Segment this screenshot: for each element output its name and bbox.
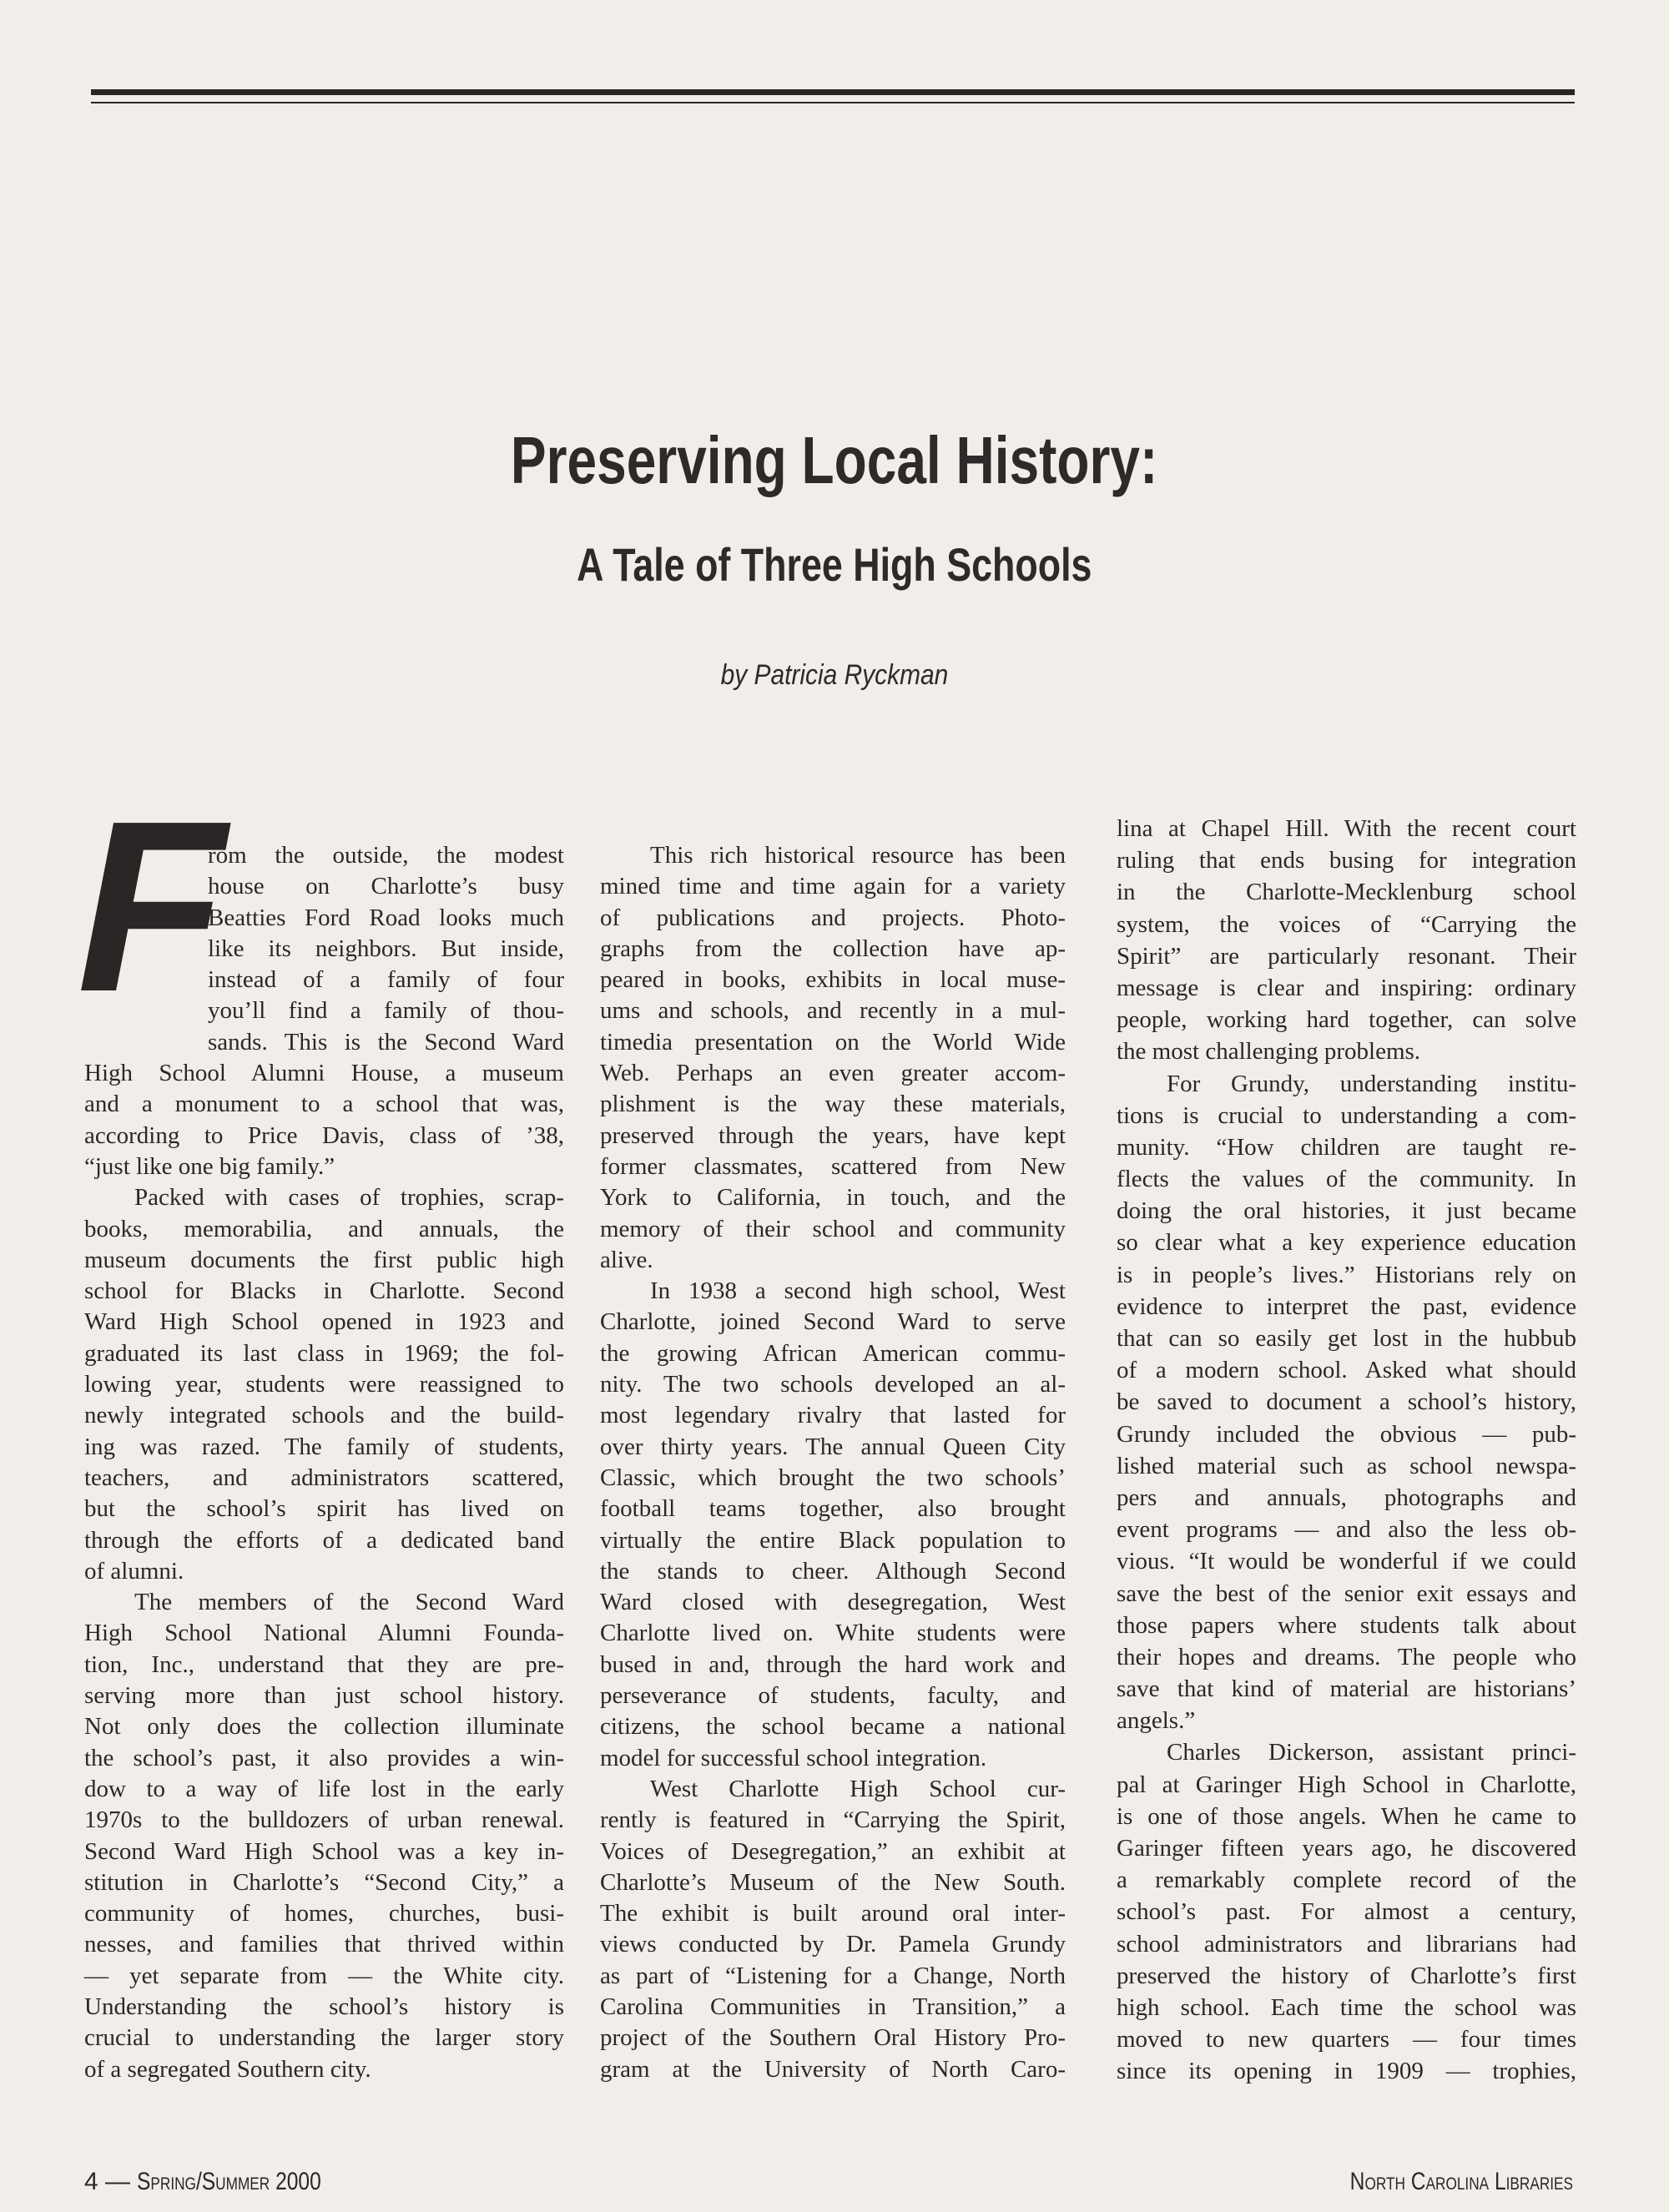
text-line: Understanding the school’s history is [84,1993,564,2020]
text-line: preserved the history of Charlotte’s first [1117,1962,1576,1989]
text-line: former classmates, scattered from New [600,1152,1066,1180]
text-line: Classic, which brought the two schools’ [600,1464,1066,1491]
text-line: football teams together, also brought [600,1495,1066,1523]
text-line: In 1938 a second high school, West [650,1277,1066,1305]
text-line: Spirit” are particularly resonant. Their [1117,942,1576,970]
publication-name: North Carolina Libraries [1349,2168,1573,2195]
text-line: most legendary rivalry that lasted for [600,1402,1066,1429]
text-line: tions is crucial to understanding a com- [1117,1101,1576,1129]
text-line: sands. This is the Second Ward [208,1028,564,1056]
text-line: of publications and projects. Photo- [600,904,1066,931]
article-subtitle-text: A Tale of Three High Schools [577,538,1092,591]
text-line: high school. Each time the school was [1117,1993,1576,2021]
text-line: people, working hard together, can solve [1117,1006,1576,1034]
header-rule-thick [91,89,1575,95]
text-line: model for successful school integration. [600,1744,987,1771]
text-line: message is clear and inspiring: ordinary [1117,974,1576,1001]
text-line: you’ll find a family of thou- [208,997,564,1025]
text-line: Voices of Desegregation,” an exhibit at [600,1837,1066,1865]
text-line: school administrators and librarians had [1117,1930,1576,1958]
text-line: Not only does the collection illuminate [84,1713,564,1741]
text-line: Garinger fifteen years ago, he discovered [1117,1835,1576,1862]
text-line: evidence to interpret the past, evidence [1117,1292,1576,1320]
text-line: school’s past. For almost a century, [1117,1898,1576,1926]
text-line: that can so easily get lost in the hubbub [1117,1325,1576,1352]
text-line: in the Charlotte-Mecklenburg school [1117,879,1576,906]
text-line: project of the Southern Oral History Pro- [600,2024,1066,2052]
text-line: timedia presentation on the World Wide [600,1028,1066,1056]
text-line: like its neighbors. But inside, [208,935,564,962]
text-line: doing the oral histories, it just became [1117,1197,1576,1225]
text-line: dow to a way of life lost in the early [84,1775,564,1802]
article-column-2 [600,840,1066,2085]
text-line: lina at Chapel Hill. With the recent court [1117,815,1576,842]
text-line: ruling that ends busing for integration [1117,847,1576,874]
footer-left [84,2168,362,2196]
text-line: system, the voices of “Carrying the [1117,910,1576,938]
text-line: the most challenging problems. [1117,1038,1421,1066]
text-line: ums and schools, and recently in a mul- [600,997,1066,1025]
drop-cap: F [77,770,226,1042]
text-line: newly integrated schools and the build- [84,1402,564,1429]
text-line: is one of those angels. When he came to [1117,1802,1576,1830]
text-line: serving more than just school history. [84,1682,564,1710]
text-line: vious. “It would be wonderful if we could [1117,1548,1576,1575]
text-line: stitution in Charlotte’s “Second City,” a [84,1868,564,1896]
text-line: ing was razed. The family of students, [84,1433,564,1460]
text-line: views conducted by Dr. Pamela Grundy [600,1931,1066,1958]
text-line: as part of “Listening for a Change, North [600,1962,1066,1989]
text-line: Charlotte lived on. White students were [600,1620,1066,1647]
text-line: graphs from the collection have ap- [600,935,1066,962]
text-line: of a segregated Southern city. [84,2055,371,2083]
text-line: museum documents the first public high [84,1246,564,1273]
footer-right [1301,2168,1573,2196]
text-line: Web. Perhaps an even greater accom- [600,1060,1066,1087]
footer-separator: — [105,2168,131,2195]
text-line: “just like one big family.” [84,1152,335,1180]
text-line: lished material such as school newspa- [1117,1452,1576,1479]
text-line: Charles Dickerson, assistant princi- [1167,1739,1576,1766]
article-byline-text: by Patricia Ryckman [720,659,949,691]
text-line: flects the values of the community. In [1117,1166,1576,1193]
text-line: This rich historical resource has been [650,842,1066,869]
text-line: Grundy included the obvious — pub- [1117,1420,1576,1448]
text-line: Packed with cases of trophies, scrap- [134,1184,564,1212]
article-title [0,422,1669,499]
text-line: munity. “How children are taught re- [1117,1133,1576,1161]
text-line: and a monument to a school that was, [84,1091,564,1118]
text-line: High School Alumni House, a museum [84,1060,564,1087]
text-line: The members of the Second Ward [134,1589,564,1616]
text-line: instead of a family of four [208,966,564,994]
text-line: tion, Inc., understand that they are pre- [84,1650,564,1678]
text-line: bused in and, through the hard work and [600,1650,1066,1678]
text-line: plishment is the way these materials, [600,1091,1066,1118]
text-line: 1970s to the bulldozers of urban renewal. [84,1806,564,1834]
text-line: mined time and time again for a variety [600,873,1066,900]
text-line: Charlotte’s Museum of the New South. [600,1868,1066,1896]
text-line: a remarkably complete record of the [1117,1867,1576,1894]
text-line: since its opening in 1909 — trophies, [1117,2058,1576,2085]
text-line: perseverance of students, faculty, and [600,1682,1066,1710]
text-line: the growing African American commu- [600,1339,1066,1367]
text-line: citizens, the school became a national [600,1713,1066,1741]
text-line: house on Charlotte’s busy [208,873,564,900]
text-line: For Grundy, understanding institu- [1167,1070,1576,1097]
article-column-1 [84,840,564,2085]
text-line: those papers where students talk about [1117,1611,1576,1639]
text-line: pers and annuals, photographs and [1117,1484,1576,1511]
text-line: preserved through the years, have kept [600,1121,1066,1149]
text-line: pal at Garinger High School in Charlotte, [1117,1771,1576,1798]
text-line: nity. The two schools developed an al- [600,1371,1066,1398]
text-line: save the best of the senior exit essays and [1117,1580,1576,1607]
article-byline [0,659,1669,692]
text-line: alive. [600,1246,653,1273]
text-line: gram at the University of North Caro- [600,2055,1066,2083]
text-line: the school’s past, it also provides a win- [84,1744,564,1771]
article-column-3 [1117,813,1576,2088]
text-line: rently is featured in “Carrying the Spirit, [600,1806,1066,1834]
text-line: their hopes and dreams. The people who [1117,1643,1576,1670]
text-line: West Charlotte High School cur- [650,1775,1066,1802]
text-line: according to Price Davis, class of ’38, [84,1121,564,1149]
text-line: Beatties Ford Road looks much [208,904,564,931]
text-line: save that kind of material are historians’ [1117,1675,1576,1703]
text-line: Carolina Communities in Transition,” a [600,1993,1066,2020]
text-line: lowing year, students were reassigned to [84,1371,564,1398]
article-subtitle [0,537,1669,592]
text-line: books, memorabilia, and annuals, the [84,1215,564,1242]
text-line: over thirty years. The annual Queen City [600,1433,1066,1460]
article-title-text: Preserving Local History: [511,423,1158,497]
issue-label: Spring/Summer 2000 [137,2168,322,2195]
text-line: school for Blacks in Charlotte. Second [84,1277,564,1305]
text-line: Second Ward High School was a key in- [84,1837,564,1865]
text-line: event programs — and also the less ob- [1117,1516,1576,1544]
text-line: crucial to understanding the larger story [84,2024,564,2052]
text-line: peared in books, exhibits in local muse- [600,966,1066,994]
text-line: of alumni. [84,1557,184,1585]
text-line: of a modern school. Asked what should [1117,1357,1576,1384]
text-line: memory of their school and community [600,1215,1066,1242]
text-line: through the efforts of a dedicated band [84,1526,564,1554]
text-line: is in people’s lives.” Historians rely on [1117,1261,1576,1288]
text-line: virtually the entire Black population to [600,1526,1066,1554]
text-line: — yet separate from — the White city. [84,1962,564,1989]
text-line: Ward High School opened in 1923 and [84,1308,564,1336]
text-line: nesses, and families that thrived within [84,1931,564,1958]
text-line: be saved to document a school’s history, [1117,1388,1576,1416]
text-line: angels.” [1117,1707,1196,1735]
text-line: Ward closed with desegregation, West [600,1589,1066,1616]
text-line: York to California, in touch, and the [600,1184,1066,1212]
text-line: The exhibit is built around oral inter- [600,1900,1066,1927]
header-rule-thin [91,102,1575,103]
page-number: 4 [84,2168,98,2195]
text-line: graduated its last class in 1969; the fol- [84,1339,564,1367]
text-line: community of homes, churches, busi- [84,1900,564,1927]
text-line: moved to new quarters — four times [1117,2026,1576,2053]
text-line: High School National Alumni Founda- [84,1620,564,1647]
text-line: rom the outside, the modest [208,842,564,869]
text-line: so clear what a key experience education [1117,1229,1576,1257]
text-line: teachers, and administrators scattered, [84,1464,564,1491]
text-line: Charlotte, joined Second Ward to serve [600,1308,1066,1336]
text-line: the stands to cheer. Although Second [600,1557,1066,1585]
text-line: but the school’s spirit has lived on [84,1495,564,1523]
